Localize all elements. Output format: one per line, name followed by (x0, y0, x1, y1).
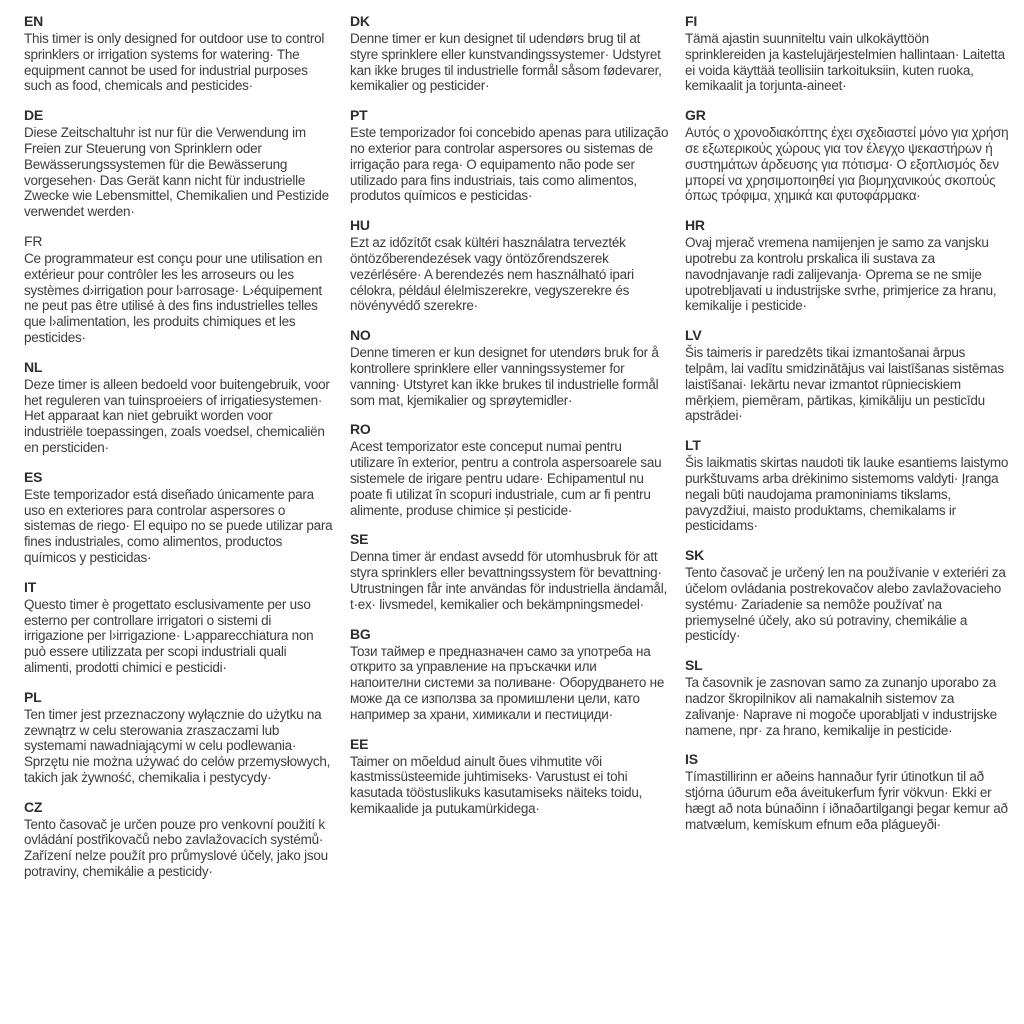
language-code-label: FI (685, 13, 698, 29)
notice-text: Denne timer er kun designet til udendørs brug til at styre sprinklere eller kunstvandingssystemer· Udstyret kan ikke bruges til industrielle formål såsom fødevarer, kemikalier og pesticider· (350, 31, 662, 94)
notice-text: Šis taimeris ir paredzēts tikai izmantošanai ārpus telpām, lai vadītu smidzinātājus vai laistīšanas sistēmas laistīšanai· Iekārtu nevar izmantot rūpnieciskiem mērķiem, piemēram, pārtikas, ķimikāliju un pesticīdu apstrādei· (685, 345, 1004, 424)
language-section-fr (24, 233, 334, 346)
language-code-label: PT (350, 107, 368, 124)
language-code-label: BG (350, 625, 371, 642)
language-section-lt (685, 437, 1010, 534)
language-code-label: DK (350, 13, 370, 29)
language-section-ee (350, 736, 669, 817)
notice-text: Tímastillirinn er aðeins hannaður fyrir útinotkun til að stjórna úðurum eða áveitukerfum fyrir vökvun· Ekki er hægt að nota búnaðinn í iðnaðartilgangi þegar kemur að matvælum, kemískum efnum eða plágueyði· (685, 769, 1008, 832)
language-section-gr (685, 107, 1010, 204)
notice-text: Diese Zeitschaltuhr ist nur für die Verwendung im Freien zur Steuerung von Sprinklern oder Bewässerungssystemen für die Bewässerung vorgesehen· Das Gerät kann nicht für industrielle Zwecke wie Lebensmittel, Chemikalien und Pestizide verwendet werden· (24, 125, 329, 220)
notice-text: Ta časovnik je zasnovan samo za zunanjo uporabo za nadzor škropilnikov ali namakalnih sistemov za zalivanje· Naprave ni mogoče uporabljati v industrijske namene, npr· za hrano, kemikalije in pesticide· (685, 675, 997, 738)
language-code-label: IS (685, 751, 698, 768)
notice-text: Este temporizador está diseñado únicamente para uso en exteriores para controlar aspersores o sistemas de riego· El equipo no se puede utilizar para fines industriales, como alimentos, productos químicos y pesticidas· (24, 486, 333, 565)
language-section-sk (685, 547, 1010, 644)
language-code-label: RO (350, 421, 371, 438)
language-code-label: SE (350, 531, 369, 548)
language-code-label: GR (685, 107, 706, 124)
language-code-label: SL (685, 657, 703, 674)
notice-text: Ten timer jest przeznaczony wyłącznie do użytku na zewnątrz w celu sterowania zraszaczami lub systemami nawadniającymi w celu podlewania· Sprzętu nie można używać do celów przemysłowych, takich jak żywność, chemikalia i pestycydy· (24, 706, 331, 785)
language-section-it (24, 579, 334, 676)
language-section-fi (685, 13, 1010, 94)
language-section-cz (24, 799, 334, 880)
language-section-es (24, 469, 334, 566)
notice-text: Šis laikmatis skirtas naudoti tik lauke esantiems laistymo purkštuvams arba drėkinimo sistemoms valdyti· Įranga negali būti naudojama pramoniniams tikslams, pavyzdžiui, maisto produktams, chemikalams ir pesticidams· (685, 455, 1009, 534)
language-code-label: NL (24, 358, 43, 375)
notice-text: Este temporizador foi concebido apenas para utilização no exterior para controlar aspersores ou sistemas de irrigação para rega· O equipamento não pode ser utilizado para fins industriais, tais como alimentos, produtos químicos e pesticidas· (350, 125, 669, 204)
language-code-label: PL (24, 688, 42, 705)
notice-text: Tento časovač je určený len na používanie v exteriéri za účelom ovládania postrekovačov alebo zavlažovacieho systému· Zariadenie sa nemôže používať na priemyselné účely, ako sú potraviny, chemikálie a pesticídy· (685, 565, 1006, 644)
notice-text: Denna timer är endast avsedd för utomhusbruk för att styra sprinklers eller bevattningssystem för bevattning· Utrustningen får inte användas för industriella ändamål, t·ex· livsmedel, kemikalier och bekämpningsmedel· (350, 549, 667, 612)
notice-text: Ovaj mjerač vremena namijenjen je samo za vanjsku upotrebu za kontrolu prskalica ili sustava za navodnjavanje radi zalijevanja· Oprema se ne smije upotrebljavati u industrijske svrhe, primjerice za hranu, kemikalije i pesticide· (685, 235, 997, 314)
language-section-lv (685, 327, 1010, 424)
notice-text: This timer is only designed for outdoor use to control sprinklers or irrigation systems for watering· The equipment cannot be used for industrial purposes such as food, chemicals and pesticides· (24, 31, 325, 94)
notice-text: Този таймер е предназначен само за употреба на открито за управление на пръскачки или напоителни системи за поливане· Оборудването не може да се използва за промишлени цели, като например за храни, химикали и пестициди· (350, 643, 665, 722)
notice-column-3 (685, 13, 1010, 1024)
language-section-dk (350, 13, 669, 94)
language-section-pt (350, 107, 669, 204)
language-section-en (24, 13, 334, 94)
language-code-label: CZ (24, 798, 43, 815)
notice-column-1 (24, 13, 334, 1024)
language-code-label: LV (685, 327, 702, 344)
language-section-nl (24, 359, 334, 456)
notice-text: Tento časovač je určen pouze pro venkovní použití k ovládání postřikovačů nebo zavlažovacích systémů· Zařízení nelze použít pro průmyslové účely, jako jsou potraviny, chemikálie a pesticidy· (24, 816, 328, 880)
language-code-label: LT (685, 437, 701, 454)
language-section-se (350, 531, 669, 612)
language-section-hu (350, 217, 669, 314)
notice-text: Deze timer is alleen bedoeld voor buitengebruik, voor het reguleren van tuinsproeiers of irrigatiesystemen· Het apparaat kan niet gebruikt worden voor industriële toepassingen, zoals voedsel, chemicaliën en persticiden· (24, 376, 330, 455)
notice-text: Taimer on mõeldud ainult õues vihmutite või kastmissüsteemide juhtimiseks· Varustust ei tohi kasutada tööstuslikuks kasutamiseks näiteks toidu, kemikaalide ja putukamürkidega· (350, 753, 643, 816)
language-section-bg (350, 626, 669, 723)
language-code-label: NO (350, 327, 371, 344)
language-code-label: ES (24, 468, 43, 485)
notice-column-2 (350, 13, 669, 1024)
language-code-label: DE (24, 107, 44, 124)
language-section-hr (685, 217, 1010, 314)
language-section-ro (350, 421, 669, 518)
notice-text: Tämä ajastin suunniteltu vain ulkokäyttöön sprinklereiden ja kastelujärjestelmien hallintaan· Laitetta ei voida käyttää teollisiin tarkoituksiin, kuten ruoka, kemikaalit ja torjunta-aineet· (685, 31, 1005, 94)
language-section-no (350, 327, 669, 408)
language-code-label: IT (24, 578, 37, 595)
language-section-pl (24, 689, 334, 786)
language-section-de (24, 107, 334, 220)
language-code-label: EN (24, 13, 44, 29)
language-code-label: HR (685, 217, 705, 234)
language-code-label: HU (350, 217, 370, 234)
notice-text: Ce programmateur est conçu pour une utilisation en extérieur pour contrôler les les arroseurs ou les systèmes d›irrigation pour l›arrosage· L›équipement ne peut pas être utilisé à des fins industrielles telles que l›alimentation, les produits chimiques et les pesticides· (24, 250, 323, 345)
notice-text: Ezt az időzítőt csak kültéri használatra tervezték öntözőberendezések vagy öntözőrendszerek vezérlésére· A berendezés nem használható ipari célokra, például élelmiszerekre, vegyszerekre és növényvédő szerekre· (350, 235, 634, 314)
language-code-label: EE (350, 735, 369, 752)
notice-text: Denne timeren er kun designet for utendørs bruk for å kontrollere sprinklere eller vanningssystemer for vanning· Utstyret kan ikke brukes til industrielle formål som mat, kjemikalier og sprøytemidler· (350, 345, 659, 408)
language-code-label: SK (685, 547, 705, 564)
language-section-sl (685, 657, 1010, 738)
language-section-is (685, 751, 1010, 832)
notice-text: Αυτός ο χρονοδιακόπτης έχει σχεδιαστεί μόνο για χρήση σε εξωτερικούς χώρους για τον έλεγχο ψεκαστήρων ή συστημάτων άρδευσης για πότισμα· Ο εξοπλισμός δεν μπορεί να χρησιμοποιηθεί για βιομηχανικούς σκοπούς όπως τρόφιμα, χημικά και φυτοφάρμακα· (685, 125, 1009, 204)
language-code-label: FR (24, 232, 43, 249)
notice-text: Questo timer è progettato esclusivamente per uso esterno per controllare irrigatori o sistemi di irrigazione per l›irrigazione· L›apparecchiatura non può essere utilizzata per scopi industriali quali alimenti, prodotti chimici e pesticidi· (24, 596, 314, 675)
notice-text: Acest temporizator este conceput numai pentru utilizare în exterior, pentru a controla aspersoarele sau sistemele de irigare pentru udare· Echipamentul nu poate fi utilizat în scopuri industriale, cum ar fi pentru alimente, produse chimice și pesticide· (350, 439, 662, 518)
